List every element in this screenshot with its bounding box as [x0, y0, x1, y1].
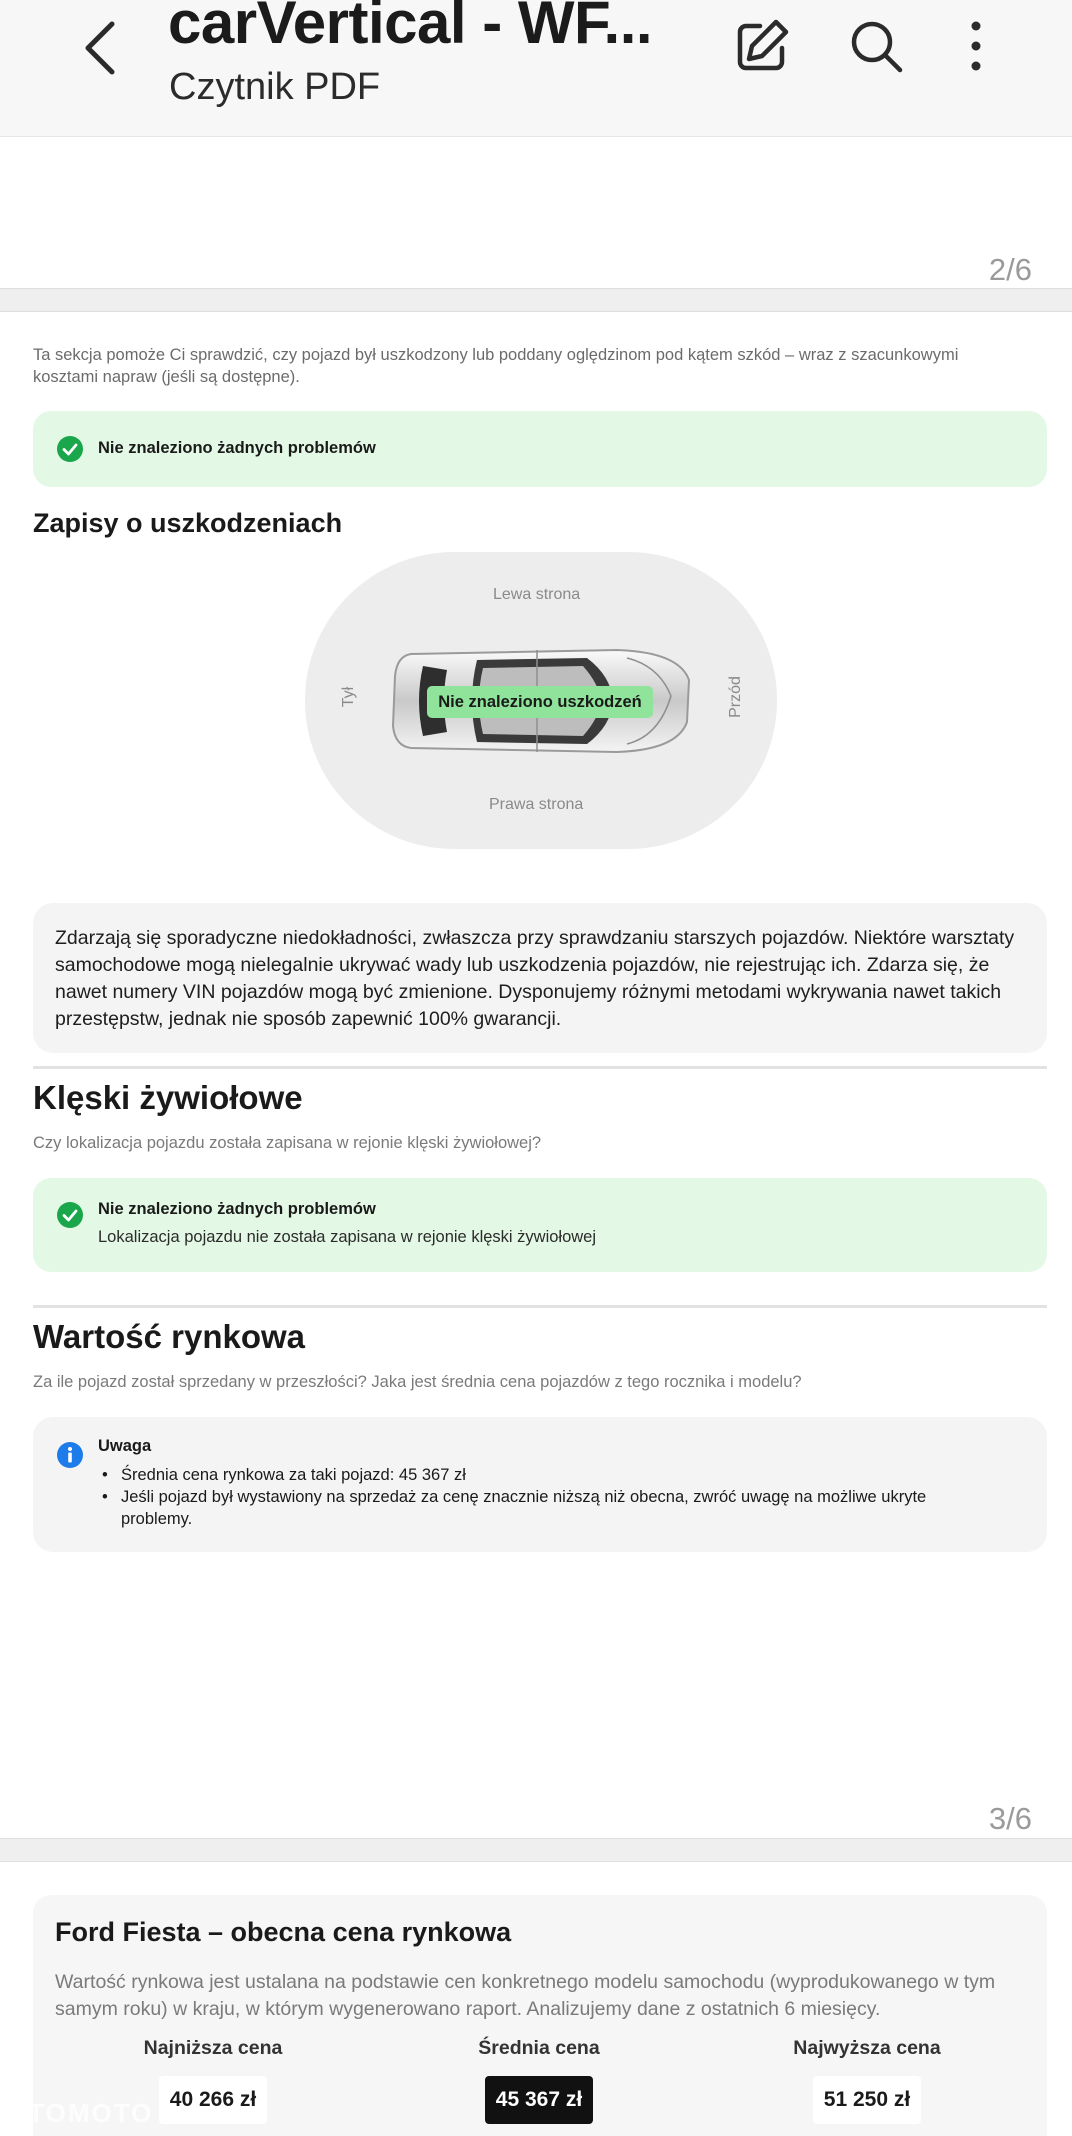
page-separator — [0, 288, 1072, 312]
damage-records-heading: Zapisy o uszkodzeniach — [33, 508, 343, 538]
market-value-heading: Wartość rynkowa — [33, 1318, 306, 1355]
page-indicator: 3/6 — [988, 1801, 1032, 1836]
check-circle-icon — [56, 435, 84, 463]
disasters-status-box — [33, 1178, 1047, 1272]
highest-price-value: 51 250 zł — [813, 2076, 921, 2124]
disasters-detail-text: Lokalizacja pojazdu nie została zapisana w rejonie klęski żywiołowej — [98, 1228, 597, 1246]
disclaimer-text: Zdarzają się sporadyczne niedokładności, zwłaszcza przy sprawdzaniu starszych pojazdów. Niektóre warsztaty samochodowe mogą nielegalnie ukrywać wady lub uszkodzenia pojazdów, nie rejestrując ich. Zdarza się, że nawet numery VIN pojazdów mogą być zmienione. Dysponujemy różnymi metodami wykrywania nawet takich przestępstw, jednak nie sposób zapewnić 100% gwarancji. — [55, 927, 1015, 1030]
market-card-description: Wartość rynkowa jest ustalana na podstawie cen konkretnego modelu samochodu (wyprodukowanego w tym samym roku) w kraju, w którym wygenerowano raport. Analizujemy dane z ostatnich 6 miesięcy. — [55, 1971, 996, 2020]
watermark: OTOMOTO — [6, 2098, 154, 2128]
info-icon — [56, 1441, 84, 1469]
label-front: Przód — [726, 676, 744, 718]
edit-icon[interactable] — [732, 16, 792, 76]
page-indicator: 2/6 — [988, 252, 1032, 287]
disasters-status-text: Nie znaleziono żadnych problemów — [98, 1200, 376, 1218]
damage-intro-text: Ta sekcja pomoże Ci sprawdzić, czy pojazd był uszkodzony lub poddany oględzinom pod kątem szkód – wraz z szacunkowymi kosztami napraw (jeśli są dostępne). — [33, 346, 959, 386]
note-title: Uwaga — [98, 1437, 152, 1455]
label-rear: Tył — [340, 686, 358, 708]
market-note-box — [33, 1417, 1047, 1552]
no-damage-badge: Nie znaleziono uszkodzeń — [427, 686, 653, 718]
damage-status-box — [33, 411, 1047, 487]
average-price-value: 45 367 zł — [485, 2076, 593, 2124]
disclaimer-box — [33, 903, 1047, 1053]
disasters-heading: Klęski żywiołowe — [33, 1079, 303, 1116]
market-card-title: Ford Fiesta – obecna cena rynkowa — [55, 1917, 512, 1947]
average-price-column — [424, 2037, 654, 2124]
section-divider — [33, 1305, 1047, 1308]
highest-price-column — [752, 2037, 982, 2124]
label-right-side: Prawa strona — [489, 796, 584, 813]
more-icon[interactable] — [946, 16, 1006, 76]
app-subtitle: Czytnik PDF — [169, 66, 381, 108]
note-list — [98, 1464, 998, 1530]
lowest-price-label: Najniższa cena — [143, 2037, 283, 2059]
lowest-price-value: 40 266 zł — [159, 2076, 267, 2124]
disasters-question: Czy lokalizacja pojazdu została zapisana w rejonie klęski żywiołowej? — [33, 1134, 542, 1152]
search-icon[interactable] — [846, 16, 906, 76]
label-left-side: Lewa strona — [493, 586, 581, 603]
average-price-label: Średnia cena — [478, 2037, 600, 2059]
highest-price-label: Najwyższa cena — [793, 2037, 941, 2059]
market-value-question: Za ile pojazd został sprzedany w przeszłości? Jaka jest średnia cena pojazdów z tego rocznika i modelu? — [33, 1373, 802, 1391]
car-damage-diagram — [305, 552, 777, 849]
market-price-card — [33, 1895, 1047, 2136]
document-title: carVertical - WF... — [168, 0, 653, 56]
page-separator — [0, 1838, 1072, 1862]
check-circle-icon — [56, 1201, 84, 1229]
app-toolbar — [0, 0, 1072, 137]
damage-status-text: Nie znaleziono żadnych problemów — [98, 439, 376, 457]
list-item: • Jeśli pojazd był wystawiony na sprzedaż za cenę znacznie niższą niż obecna, zwróć uwagę na możliwe ukryte problemy. — [98, 1486, 998, 1530]
back-icon[interactable] — [78, 18, 126, 78]
list-item: • Średnia cena rynkowa za taki pojazd: 45 367 zł — [98, 1464, 998, 1486]
section-divider — [33, 1066, 1047, 1069]
